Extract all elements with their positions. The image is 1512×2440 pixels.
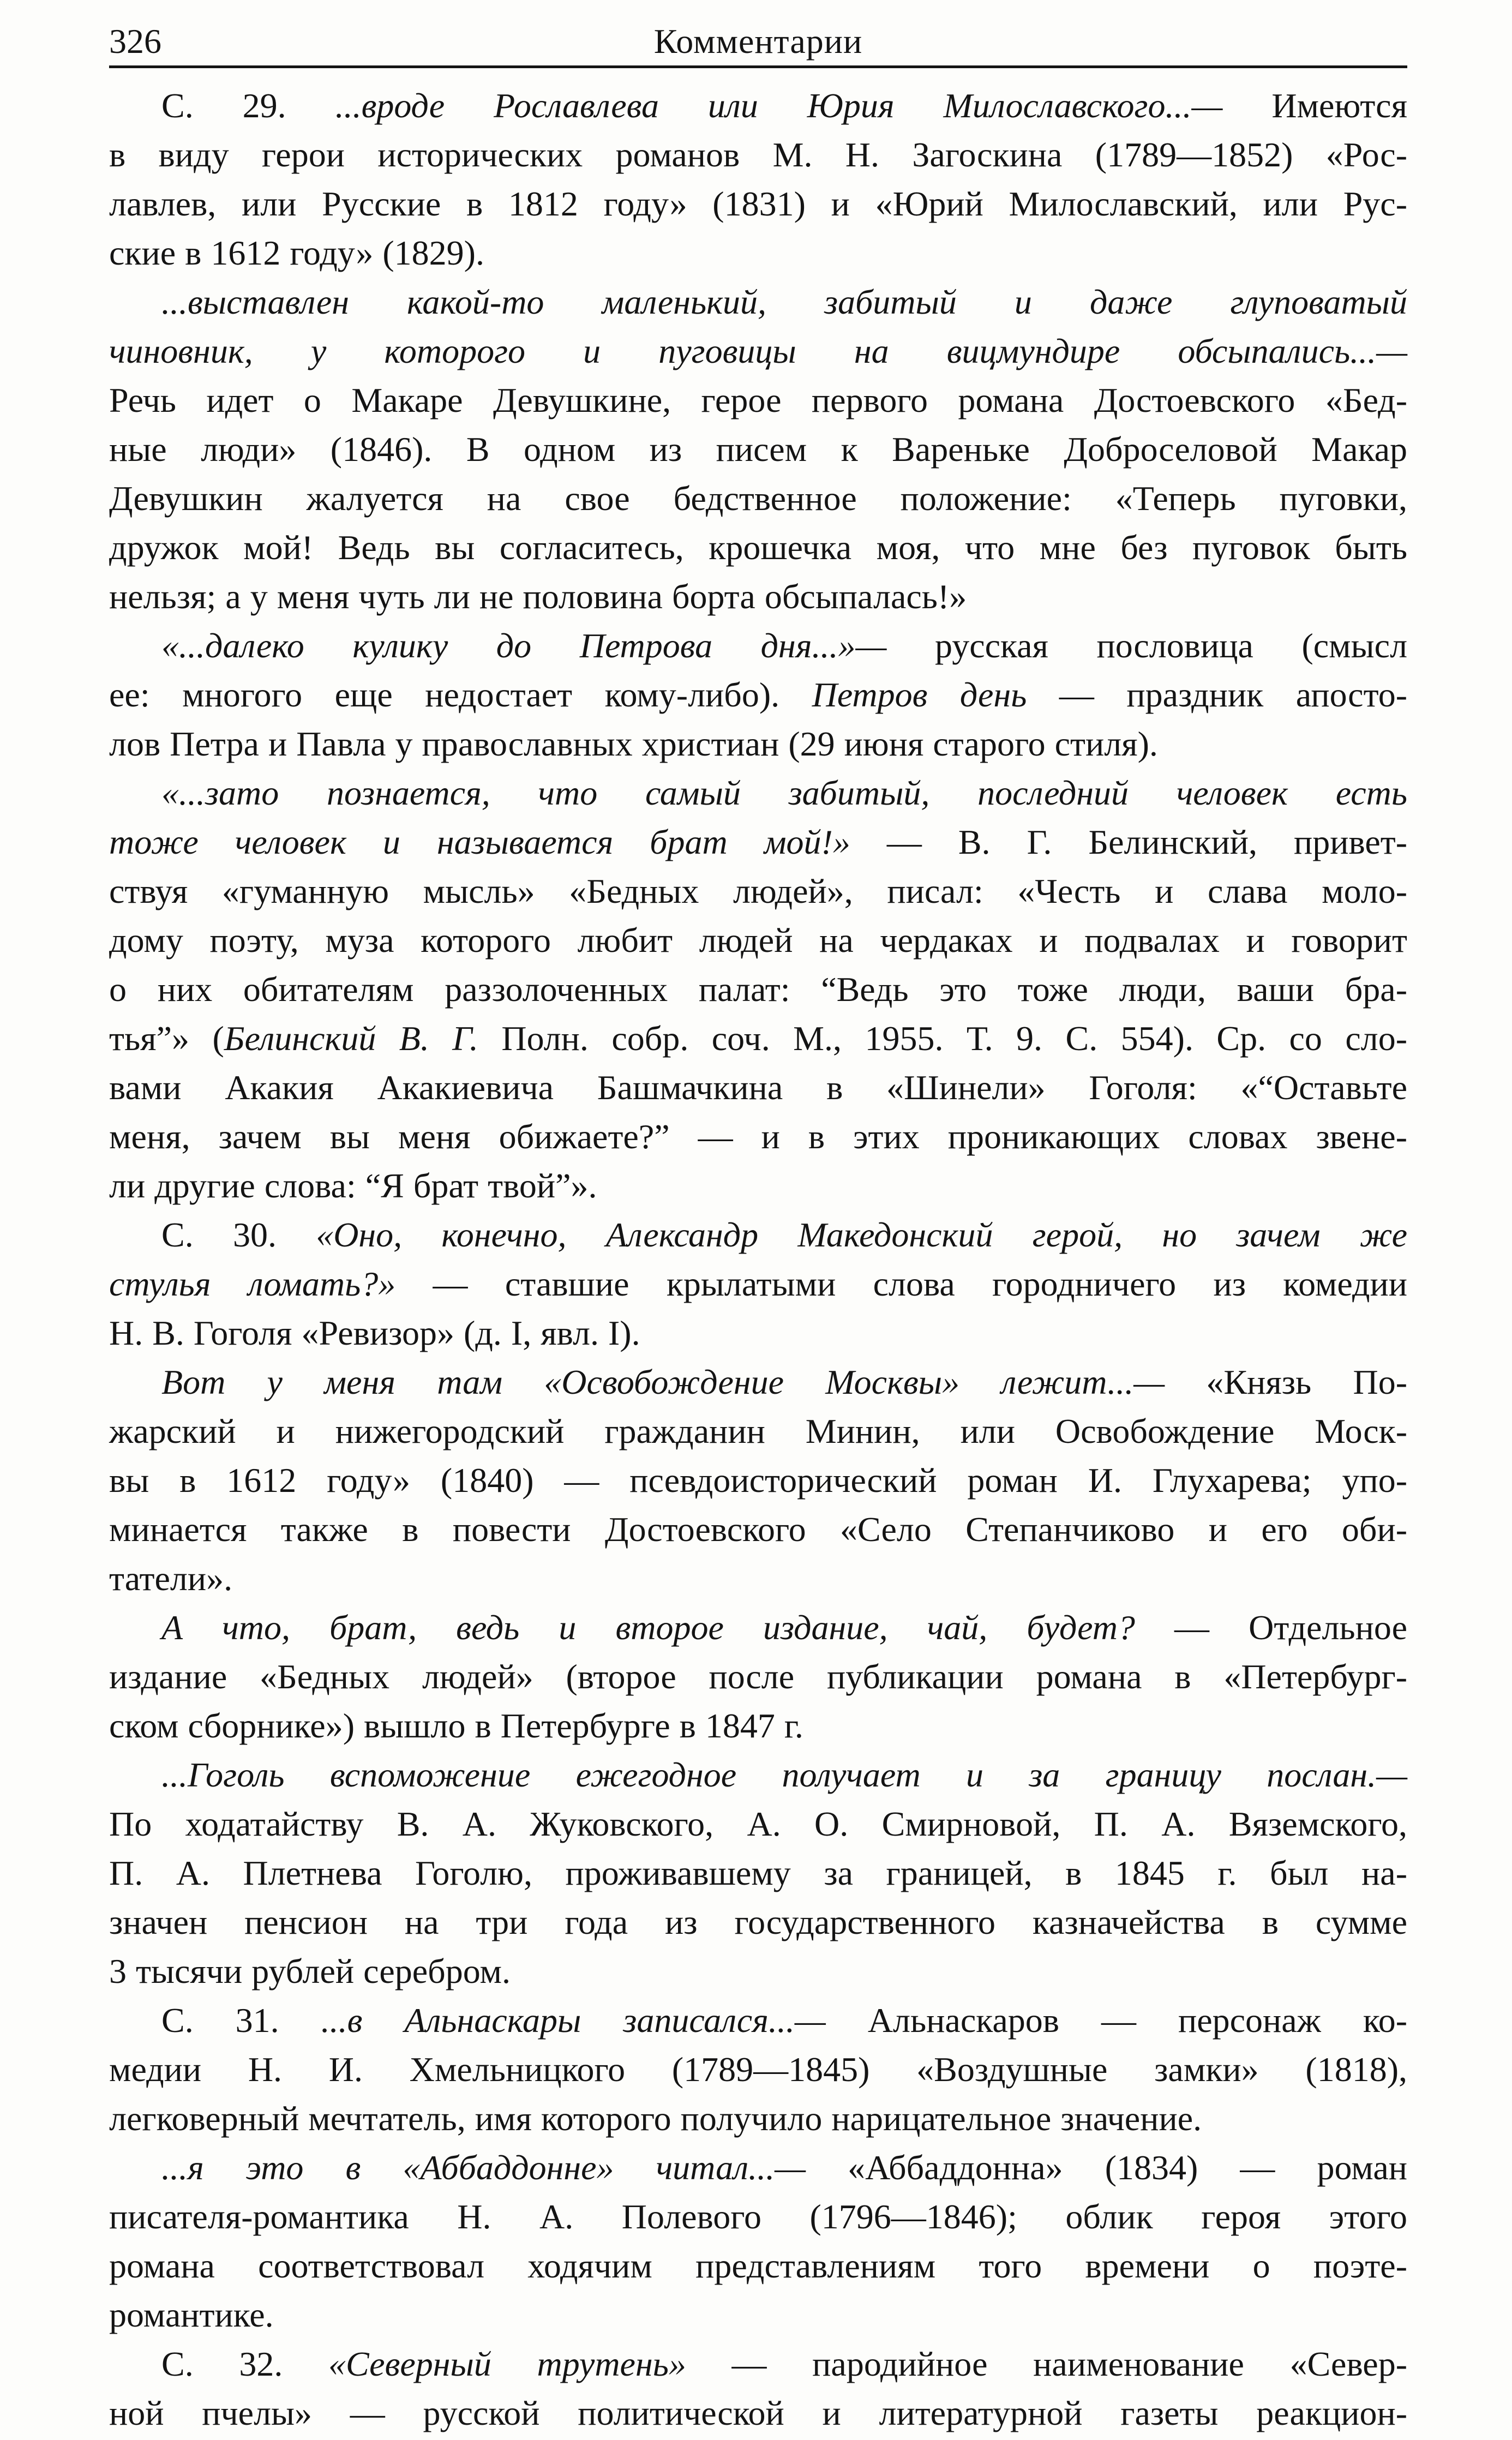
- text-run: С. 30.: [161, 1215, 316, 1254]
- italic-text-run: ...Гоголь вспоможение ежегодное получает и за границу послан.—: [161, 1755, 1407, 1794]
- text-run: 3 тысячи рублей серебром.: [109, 1952, 511, 1991]
- text-line: [109, 1603, 1407, 1652]
- text-run: меня, зачем вы меня обижаете?” — и в этих проникающих словах звене-: [109, 1117, 1407, 1156]
- text-line: [109, 2389, 1407, 2438]
- text-run: ском сборнике») вышло в Петербурге в 1847 г.: [109, 1706, 803, 1745]
- text-run: минается также в повести Достоевского «Село Степанчиково и его оби-: [109, 1510, 1407, 1549]
- paragraph: [109, 1603, 1407, 1750]
- text-line: [109, 2094, 1407, 2143]
- text-line: [109, 1112, 1407, 1161]
- text-line: [109, 965, 1407, 1014]
- text-run: лавлев, или Русские в 1812 году» (1831) и «Юрий Милославский, или Рус-: [109, 184, 1407, 223]
- italic-text-run: «...зато познается, что самый забитый, последний человек есть: [161, 774, 1407, 812]
- header-rule: [109, 65, 1407, 68]
- text-line: [109, 1456, 1407, 1505]
- text-run: П. А. Плетнева Гоголю, проживавшему за границей, в 1845 г. был на-: [109, 1854, 1407, 1892]
- italic-text-run: «Северный трутень»: [328, 2345, 686, 2383]
- page-header: [109, 20, 1407, 63]
- text-line: [109, 1750, 1407, 1800]
- italic-text-run: ...выставлен какой-то маленький, забитый и даже глуповатый: [161, 283, 1407, 321]
- text-line: [109, 130, 1407, 179]
- text-line: [109, 2192, 1407, 2241]
- text-line: [109, 1652, 1407, 1701]
- paragraph: [109, 621, 1407, 769]
- text-run: Альнаскаров — персонаж ко-: [867, 2001, 1408, 2040]
- text-run: нельзя; а у меня чуть ли не половина борта обсыпалась!»: [109, 577, 967, 616]
- text-line: [109, 1210, 1407, 1260]
- italic-text-run: А что, брат, ведь и второе издание, чай, будет?: [161, 1608, 1135, 1647]
- text-line: [109, 1358, 1407, 1407]
- text-line: [109, 916, 1407, 965]
- italic-text-run: тоже человек и называется брат мой!»: [109, 823, 850, 861]
- text-line: [109, 1947, 1407, 1996]
- text-line: [109, 1849, 1407, 1898]
- text-line: [109, 1701, 1407, 1750]
- text-run: — пародийное наименование «Север-: [686, 2345, 1408, 2383]
- text-line: [109, 1505, 1407, 1554]
- text-line: [109, 278, 1407, 327]
- text-run: тья”» (: [109, 1019, 224, 1058]
- text-run: дому поэту, муза которого любит людей на чердаках и подвалах и говорит: [109, 921, 1407, 960]
- paragraph: [109, 2143, 1407, 2340]
- text-run: Девушкин жалуется на свое бедственное положение: «Теперь пуговки,: [109, 479, 1407, 518]
- text-line: [109, 2241, 1407, 2291]
- text-run: русская пословица (смысл: [935, 626, 1408, 665]
- paragraph: [109, 1358, 1407, 1603]
- text-line: [109, 229, 1407, 278]
- text-line: [109, 179, 1407, 229]
- text-run: ствуя «гуманную мысль» «Бедных людей», писал: «Честь и слава моло-: [109, 872, 1407, 910]
- text-line: [109, 474, 1407, 523]
- text-run: Н. В. Гоголя «Ревизор» (д. I, явл. I).: [109, 1314, 640, 1352]
- text-line: [109, 1407, 1407, 1456]
- text-run: лов Петра и Павла у православных христиан (29 июня старого стиля).: [109, 724, 1158, 763]
- paragraph: [109, 2340, 1407, 2438]
- text-line: [109, 327, 1407, 376]
- italic-text-run: «...далеко кулику до Петрова дня...»—: [161, 626, 935, 665]
- text-run: вы в 1612 году» (1840) — псевдоисторический роман И. Глухарева; упо-: [109, 1461, 1407, 1500]
- page-number: 326: [109, 22, 161, 61]
- text-line: [109, 1554, 1407, 1603]
- text-run: в виду герои исторических романов М. Н. Загоскина (1789—1852) «Рос-: [109, 135, 1407, 174]
- commentary-body: [109, 81, 1407, 2438]
- text-run: романа соответствовал ходячим представлениям того времени о поэте-: [109, 2246, 1407, 2285]
- text-run: о них обитателям раззолоченных палат: “Ведь это тоже люди, ваши бра-: [109, 970, 1407, 1009]
- text-run: дружок мой! Ведь вы согласитесь, крошечка моя, что мне без пуговок быть: [109, 528, 1407, 567]
- text-line: [109, 1898, 1407, 1947]
- text-line: [109, 523, 1407, 572]
- text-run: ли другие слова: “Я брат твой”».: [109, 1166, 597, 1205]
- text-run: романтике.: [109, 2295, 274, 2334]
- text-run: С. 32.: [161, 2345, 329, 2383]
- text-run: «Князь По-: [1206, 1363, 1408, 1401]
- text-line: [109, 621, 1407, 670]
- text-line: [109, 1063, 1407, 1112]
- text-run: татели».: [109, 1559, 233, 1598]
- text-line: [109, 670, 1407, 720]
- text-run: С. 29.: [161, 86, 335, 125]
- text-run: — Отдельное: [1135, 1608, 1407, 1647]
- text-line: [109, 769, 1407, 818]
- text-line: [109, 2340, 1407, 2389]
- text-line: [109, 1161, 1407, 1210]
- text-line: [109, 2291, 1407, 2340]
- paragraph: [109, 278, 1407, 621]
- text-line: [109, 818, 1407, 867]
- text-line: [109, 867, 1407, 916]
- text-line: [109, 376, 1407, 425]
- text-run: значен пенсион на три года из государственного казначейства в сумме: [109, 1903, 1407, 1941]
- text-run: — праздник апосто-: [1027, 675, 1408, 714]
- paragraph: [109, 1996, 1407, 2143]
- text-run: ной пчелы» — русской политической и литературной газеты реакцион-: [109, 2394, 1407, 2432]
- text-line: [109, 1996, 1407, 2045]
- italic-text-run: ...вроде Рославлева или Юрия Милославского...—: [335, 86, 1272, 125]
- text-run: — В. Г. Белинский, привет-: [850, 823, 1407, 861]
- text-run: Речь идет о Макаре Девушкине, герое первого романа Достоевского «Бед-: [109, 381, 1407, 419]
- paragraph: [109, 1750, 1407, 1996]
- text-run: писателя-романтика Н. А. Полевого (1796—1846); облик героя этого: [109, 2197, 1407, 2236]
- italic-text-run: чиновник, у которого и пуговицы на вицмундире обсыпались...—: [109, 332, 1407, 370]
- text-run: ные люди» (1846). В одном из писем к Вареньке Доброселовой Макар: [109, 430, 1407, 469]
- text-line: [109, 1014, 1407, 1063]
- italic-text-run: Вот у меня там «Освобождение Москвы» лежит...—: [161, 1363, 1207, 1401]
- paragraph: [109, 769, 1407, 1210]
- text-line: [109, 2045, 1407, 2094]
- italic-text-run: ...я это в «Аббаддонне» читал...—: [161, 2148, 848, 2187]
- italic-text-run: Белинский В. Г.: [224, 1019, 478, 1058]
- paragraph: [109, 81, 1407, 278]
- text-run: медии Н. И. Хмельницкого (1789—1845) «Воздушные замки» (1818),: [109, 2050, 1407, 2089]
- text-line: [109, 1260, 1407, 1309]
- text-run: издание «Бедных людей» (второе после публикации романа в «Петербург-: [109, 1657, 1407, 1696]
- text-run: вами Акакия Акакиевича Башмачкина в «Шинели» Гоголя: «“Оставьте: [109, 1068, 1407, 1107]
- text-line: [109, 720, 1407, 769]
- text-run: ские в 1612 году» (1829).: [109, 233, 484, 272]
- text-run: Имеются: [1271, 86, 1408, 125]
- text-line: [109, 425, 1407, 474]
- text-run: Полн. собр. соч. М., 1955. Т. 9. С. 554). Ср. со сло-: [478, 1019, 1408, 1058]
- text-run: ее: многого еще недостает кому-либо).: [109, 675, 812, 714]
- text-run: жарский и нижегородский гражданин Минин, или Освобождение Моск-: [109, 1412, 1407, 1450]
- text-line: [109, 1309, 1407, 1358]
- italic-text-run: Петров день: [812, 675, 1027, 714]
- text-run: — ставшие крылатыми слова городничего из комедии: [395, 1264, 1408, 1303]
- text-line: [109, 1800, 1407, 1849]
- text-run: По ходатайству В. А. Жуковского, А. О. Смирновой, П. А. Вяземского,: [109, 1804, 1407, 1843]
- text-run: легковерный мечтатель, имя которого получило нарицательное значение.: [109, 2099, 1202, 2138]
- paragraph: [109, 1210, 1407, 1358]
- italic-text-run: «Оно, конечно, Александр Македонский герой, но зачем же: [316, 1215, 1408, 1254]
- text-line: [109, 81, 1407, 130]
- text-run: «Аббаддонна» (1834) — роман: [848, 2148, 1408, 2187]
- text-line: [109, 2143, 1407, 2192]
- running-title: Комментарии: [653, 22, 863, 61]
- italic-text-run: стулья ломать?»: [109, 1264, 396, 1303]
- text-line: [109, 572, 1407, 621]
- text-run: С. 31.: [161, 2001, 321, 2040]
- italic-text-run: ...в Альнаскары записался...—: [321, 2001, 868, 2040]
